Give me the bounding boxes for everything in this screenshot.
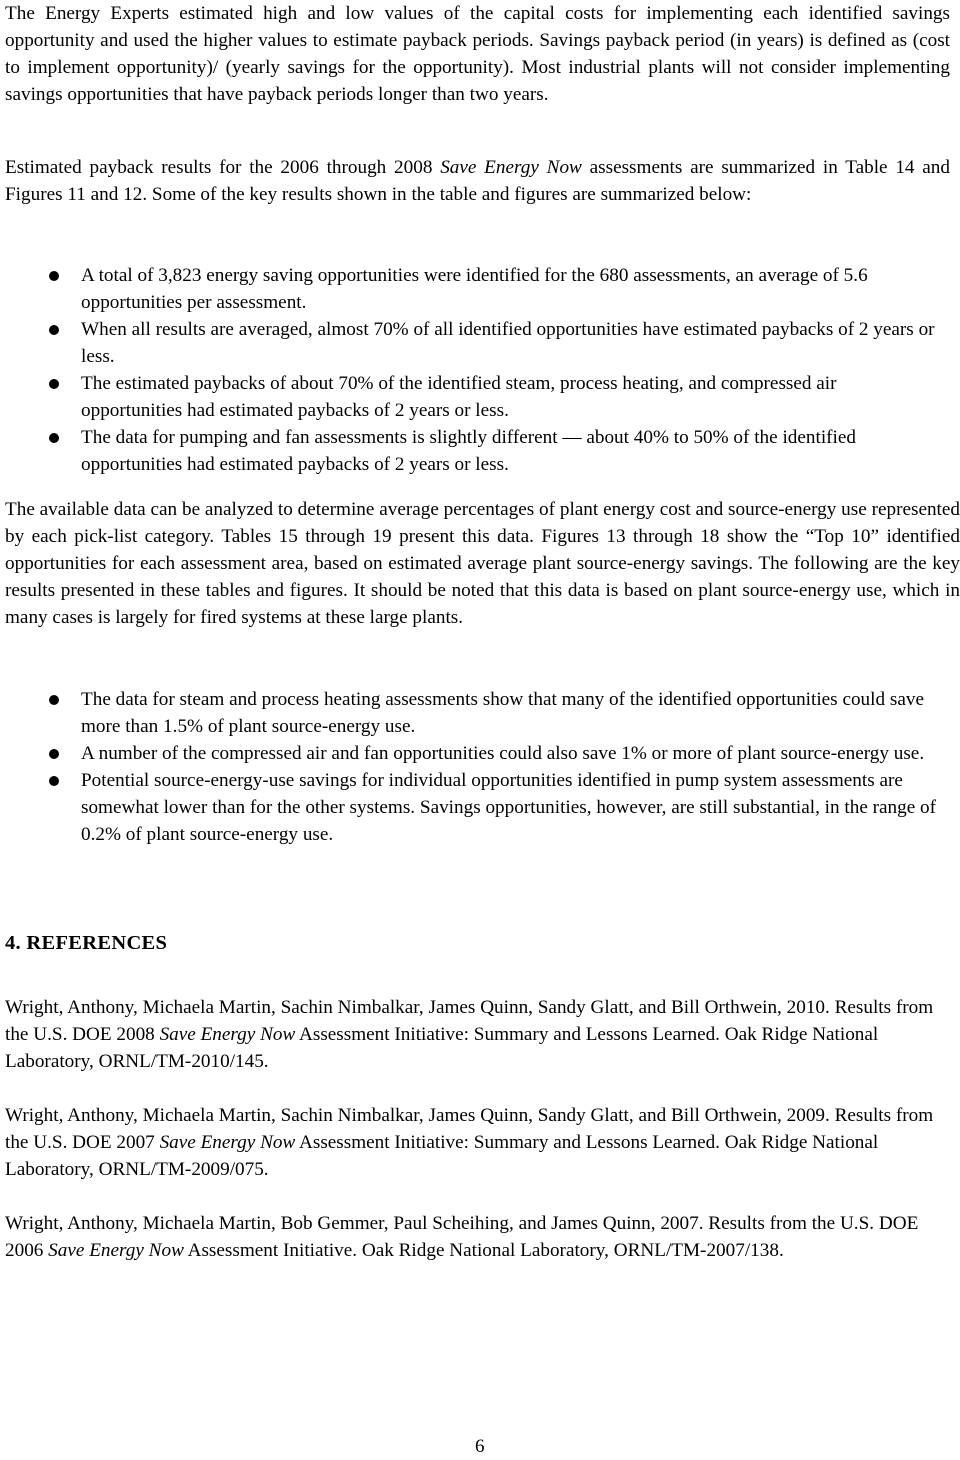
key-results-list (5, 262, 940, 478)
text-run: Wright, Anthony, Michaela Martin, Bob Gemmer, Paul Scheihing, and James Quinn, 2007. Results from the U.S. DOE 2006 (5, 1213, 919, 1261)
list-item-text: Potential source-energy-use savings for individual opportunities identified in pump system assessments are somewhat lower than for the other systems. Savings opportunities, however, are still substantial, in the range of 0.2% of plant source-energy use. (81, 770, 937, 845)
bullet-icon (49, 325, 59, 335)
text-run: Assessment Initiative: Summary and Lessons Learned. Oak Ridge National Laboratory, ORNL/TM-2009/075. (5, 1132, 879, 1180)
text-run: Wright, Anthony, Michaela Martin, Sachin Nimbalkar, James Quinn, Sandy Glatt, and Bill Orthwein, 2009. Results from the U.S. DOE 2007 (5, 1105, 934, 1153)
bullet-icon (49, 379, 59, 389)
list-item (5, 424, 940, 478)
list-item-text: When all results are averaged, almost 70% of all identified opportunities have estimated paybacks of 2 years or less. (81, 319, 935, 367)
list-item-text: The data for steam and process heating assessments show that many of the identified opportunities could save more than 1.5% of plant source-energy use. (81, 689, 924, 737)
bullet-icon (49, 271, 59, 281)
italic-text-run: Save Energy Now (440, 157, 582, 178)
page-number: 6 (475, 1436, 485, 1457)
bullet-icon (49, 749, 59, 759)
paragraph-payback-results (5, 154, 950, 208)
paragraph-source-energy: The available data can be analyzed to determine average percentages of plant energy cost and source-energy use represented by each pick-list category. Tables 15 through 19 present this data. Figures 13 through 18 show the “Top 10” identified opportunities for each assessment area, based on estimated average plant source-energy savings. The following are the key results presented in these tables and figures. It should be noted that this data is based on plant source-energy use, which in many cases is largely for fired systems at these large plants. (5, 499, 960, 628)
italic-text-run: Save Energy Now (48, 1240, 184, 1261)
italic-text-run: Save Energy Now (159, 1024, 296, 1045)
reference-entry (5, 994, 960, 1075)
text-run: Assessment Initiative. Oak Ridge National Laboratory, ORNL/TM-2007/138. (183, 1240, 784, 1261)
bullet-icon (49, 695, 59, 705)
list-item-text: A number of the compressed air and fan opportunities could also save 1% or more of plant source-energy use. (81, 743, 925, 764)
source-energy-results-list (5, 686, 940, 848)
list-item (5, 370, 940, 424)
list-item (5, 686, 940, 740)
list-item (5, 262, 940, 316)
paragraph-payback-definition: The Energy Experts estimated high and low values of the capital costs for implementing each identified savings opportunity and used the higher values to estimate payback periods. Savings payback period (in years) is defined as (cost to implement opportunity)/ (yearly savings for the opportunity). Most industrial plants will not consider implementing savings opportunities that have payback periods longer than two years. (5, 3, 950, 105)
list-item (5, 767, 940, 848)
list-item-text: The data for pumping and fan assessments is slightly different — about 40% to 50% of the identified opportunities had estimated paybacks of 2 years or less. (81, 427, 856, 475)
text-run: Estimated payback results for the 2006 through 2008 (5, 157, 441, 178)
bullet-icon (49, 433, 59, 443)
bullet-icon (49, 776, 59, 786)
text-run: assessments are summarized in Table 14 and Figures 11 and 12. Some of the key results shown in the table and figures are summarized below: (5, 157, 950, 205)
list-item-text: The estimated paybacks of about 70% of the identified steam, process heating, and compressed air opportunities had estimated paybacks of 2 years or less. (81, 373, 837, 421)
reference-entry (5, 1102, 960, 1183)
list-item (5, 740, 940, 767)
reference-entry (5, 1210, 960, 1264)
italic-text-run: Save Energy Now (159, 1132, 296, 1153)
section-heading-references: 4. REFERENCES (5, 932, 168, 954)
list-item-text: A total of 3,823 energy saving opportunities were identified for the 680 assessments, an average of 5.6 opportunities per assessment. (81, 265, 868, 313)
list-item (5, 316, 940, 370)
text-run: Wright, Anthony, Michaela Martin, Sachin Nimbalkar, James Quinn, Sandy Glatt, and Bill Orthwein, 2010. Results from the U.S. DOE 2008 (5, 997, 934, 1045)
text-run: Assessment Initiative: Summary and Lessons Learned. Oak Ridge National Laboratory, ORNL/TM-2010/145. (5, 1024, 879, 1072)
